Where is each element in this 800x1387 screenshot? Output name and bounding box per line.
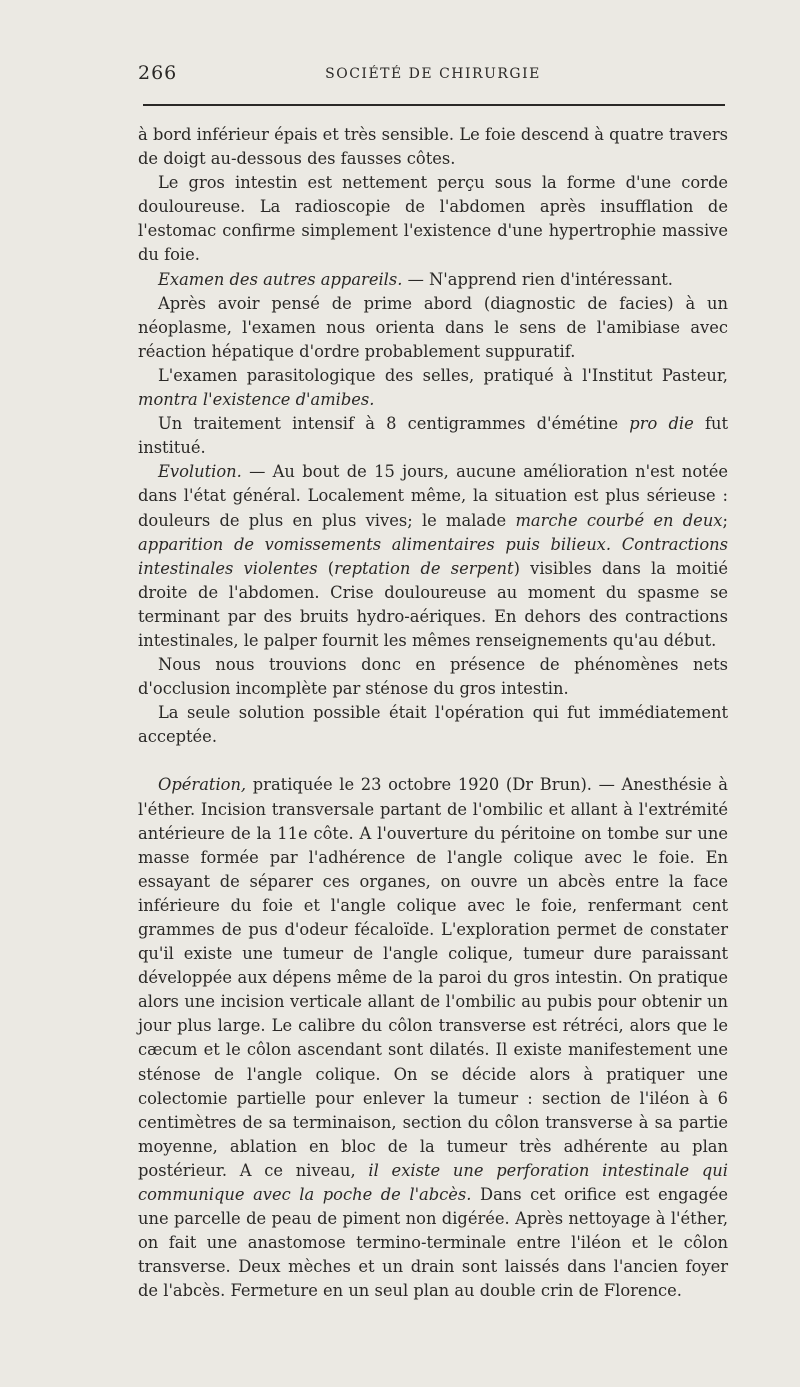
text-run: La seule solution possible était l'opération qui fut immédiatement acceptée. — [138, 703, 728, 747]
body-text — [138, 123, 728, 1304]
text-run: Le gros intestin est nettement perçu sous la forme d'une corde douloureuse. La radioscopie de l'abdomen après insufflation de l'estomac confirme simplement l'existence d'une hypertrophie massive du foie. — [138, 173, 728, 265]
page-header — [138, 62, 728, 90]
text-run: — N'apprend rien d'intéressant. — [402, 269, 673, 289]
paragraph-p10 — [138, 773, 728, 1303]
italic-text: apparition de vomissements alimentaires puis bilieux. Contractions intestinales violentes — [138, 534, 728, 578]
paragraph-p4 — [138, 292, 728, 364]
italic-text: Opération, — [158, 775, 247, 795]
text-run: Un traitement intensif à 8 centigrammes d'émétine — [158, 414, 630, 434]
paragraph-p8 — [138, 653, 728, 701]
paragraph-p7 — [138, 460, 728, 653]
header-rule — [143, 104, 725, 106]
text-run: fut institué. — [138, 414, 729, 458]
paragraph-p5 — [138, 364, 728, 412]
italic-text: Examen des autres appareils. — [158, 269, 403, 289]
text-run: L'examen parasitologique des selles, pratiqué à l'Institut Pasteur, — [158, 365, 728, 385]
text-run: ; — [722, 510, 728, 530]
text-run: Après avoir pensé de prime abord (diagnostic de facies) à un néoplasme, l'examen nous orienta dans le sens de l'amibiase avec réaction hépatique d'ordre probablement suppuratif. — [138, 293, 728, 361]
paragraph-p2 — [138, 171, 728, 267]
text-run: à bord inférieur épais et très sensible. Le foie descend à quatre travers de doigt au-dessous des fausses côtes. — [138, 125, 728, 169]
italic-text: montra l'existence d'amibes. — [138, 390, 375, 410]
italic-text: Evolution. — [158, 462, 242, 482]
page-number: 266 — [138, 62, 178, 84]
paragraph-p6 — [138, 412, 728, 460]
italic-text: reptation de serpent — [334, 558, 514, 578]
italic-text: pro die — [629, 414, 694, 434]
running-head: SOCIÉTÉ DE CHIRURGIE — [325, 66, 541, 82]
paragraph-p9 — [138, 701, 728, 749]
text-run: Dans cet orifice est engagée une parcelle de peau de piment non digérée. Après nettoyage à l'éther, on fait une anastomose termino-terminale entre l'iléon et le côlon transverse. Deux mèches et un drain sont laissés dans l'ancien foyer de l'abcès. Fermeture en un seul plan au double crin de Florence. — [138, 1185, 728, 1301]
italic-text: marche courbé en deux — [515, 510, 723, 530]
paragraph-p1 — [138, 123, 728, 171]
text-run: ) visibles dans la moitié droite de l'abdomen. Crise douloureuse au moment du spasme se terminant par des bruits hydro-aériques. En dehors des contractions intestinales, le palper fournit les mêmes renseignements qu'au début. — [138, 558, 728, 650]
text-run: ( — [317, 558, 335, 578]
italic-text: il existe une perforation intestinale qui communique avec la poche de l'abcès. — [138, 1160, 728, 1205]
text-run: pratiquée le 23 octobre 1920 (Dr Brun). — Anesthésie à l'éther. Incision transversale partant de l'ombilic et allant à l'extrémité antérieure de la 11e côte. A l'ouverture du péritoine on tombe sur une masse formée par l'adhérence de l'angle colique avec le foie. En essayant de séparer ces organes, on ouvre un abcès entre la face inférieure du foie et l'angle colique avec le foie, renfermant cent grammes de pus d'odeur fécaloïde. L'exploration permet de constater qu'il existe une tumeur de l'angle colique, tumeur dure paraissant développée aux dépens même de la paroi du gros intestin. On pratique alors une incision verticale allant de l'ombilic au pubis pour obtenir un jour plus large. Le calibre du côlon transverse est rétréci, alors que le cæcum et le côlon ascendant sont dilatés. Il existe manifestement une sténose de l'angle colique. On se décide alors à pratiquer une colectomie partielle pour enlever la tumeur : section de l'iléon à 6 centimètres de sa terminaison, section du côlon transverse à sa partie moyenne, ablation en bloc de la tumeur très adhérente au plan postérieur. A ce niveau, — [138, 775, 728, 1180]
text-run: — Au bout de 15 jours, aucune amélioration n'est notée dans l'état général. Localement même, la situation est plus sérieuse : douleurs de plus en plus vives; le malade — [138, 462, 728, 530]
paragraph-p3 — [138, 268, 728, 292]
text-run: Nous nous trouvions donc en présence de phénomènes nets d'occlusion incomplète par sténose du gros intestin. — [138, 655, 728, 699]
